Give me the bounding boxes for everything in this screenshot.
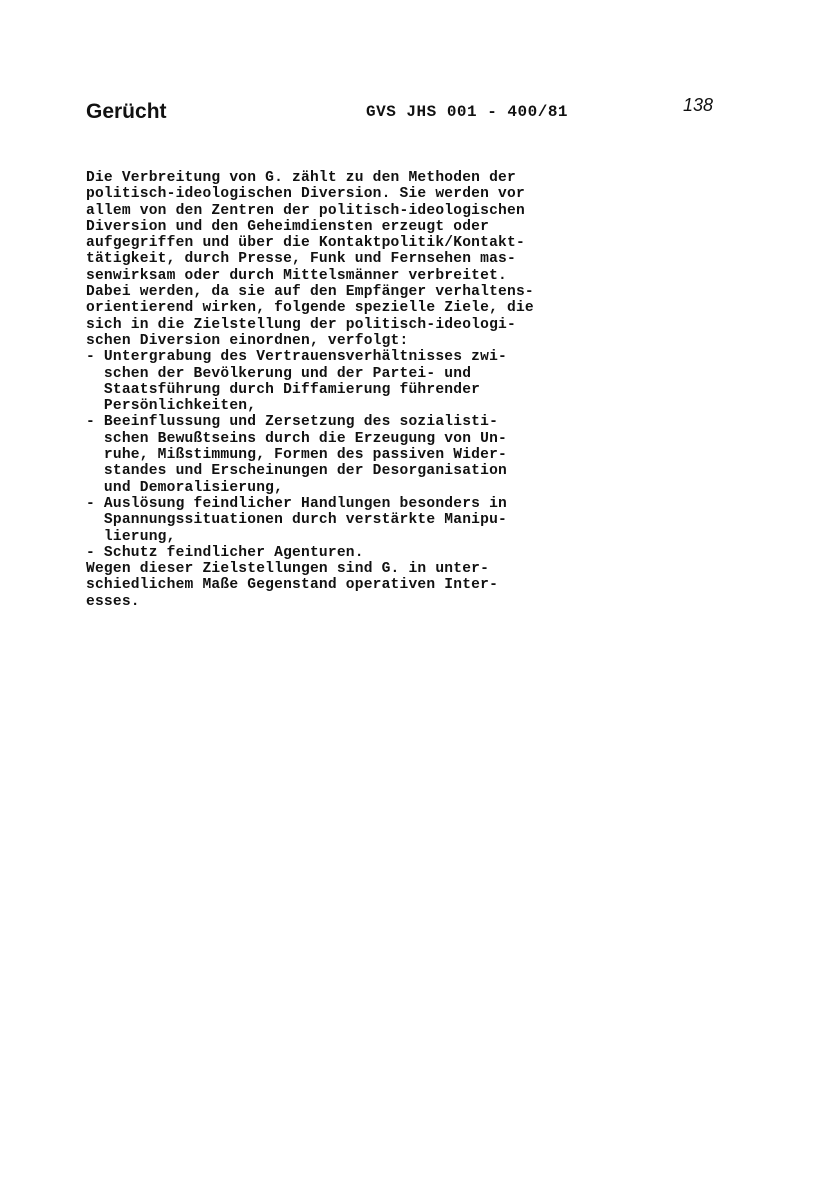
list-item-line: - Auslösung feindlicher Handlungen besonders in [86,495,508,512]
text-line: schen Diversion einordnen, verfolgt: [86,332,409,349]
document-reference: GVS JHS 001 - 400/81 [366,103,569,121]
text-line: allem von den Zentren der politisch-ideologischen [86,202,525,219]
list-item-line: Spannungssituationen durch verstärkte Manipu- [86,512,508,529]
list-item-line: Staatsführung durch Diffamierung führender [86,381,481,398]
list-item-line: - Schutz feindlicher Agenturen. [86,544,364,561]
text-line: orientierend wirken, folgende spezielle Ziele, die [86,300,534,317]
text-line: Diversion und den Geheimdiensten erzeugt oder [86,218,490,235]
page-number: 138 [683,95,714,115]
list-item-line: lierung, [86,528,176,545]
list-item-line: und Demoralisierung, [86,479,284,496]
text-line: senwirksam oder durch Mittelsmänner verbreitet. [86,267,508,284]
text-line: politisch-ideologischen Diversion. Sie werden vor [86,186,525,203]
list-item-line: schen Bewußtseins durch die Erzeugung von Un- [86,430,508,447]
list-item-line: - Beeinflussung und Zersetzung des sozialisti- [86,414,499,431]
text-line: Wegen dieser Zielstellungen sind G. in unter- [86,561,490,578]
text-line: aufgegriffen und über die Kontaktpolitik/Kontakt- [86,235,525,252]
list-item-line: ruhe, Mißstimmung, Formen des passiven Wider- [86,447,508,464]
text-line: sich in die Zielstellung der politisch-ideologi- [86,316,516,333]
list-item-line: standes und Erscheinungen der Desorganisation [86,463,508,480]
text-line: schiedlichem Maße Gegenstand operativen Inter- [86,577,499,594]
list-item-line: Persönlichkeiten, [86,398,257,415]
page-title: Gerücht [86,100,167,123]
body-text [86,170,606,610]
text-line: tätigkeit, durch Presse, Funk und Fernsehen mas- [86,251,516,268]
text-line: Dabei werden, da sie auf den Empfänger verhaltens- [86,284,534,301]
list-item-line: schen der Bevölkerung und der Partei- und [86,365,472,382]
text-line: esses. [86,593,140,610]
text-line: Die Verbreitung von G. zählt zu den Methoden der [86,170,516,186]
list-item-line: - Untergrabung des Vertrauensverhältnisses zwi- [86,349,508,366]
